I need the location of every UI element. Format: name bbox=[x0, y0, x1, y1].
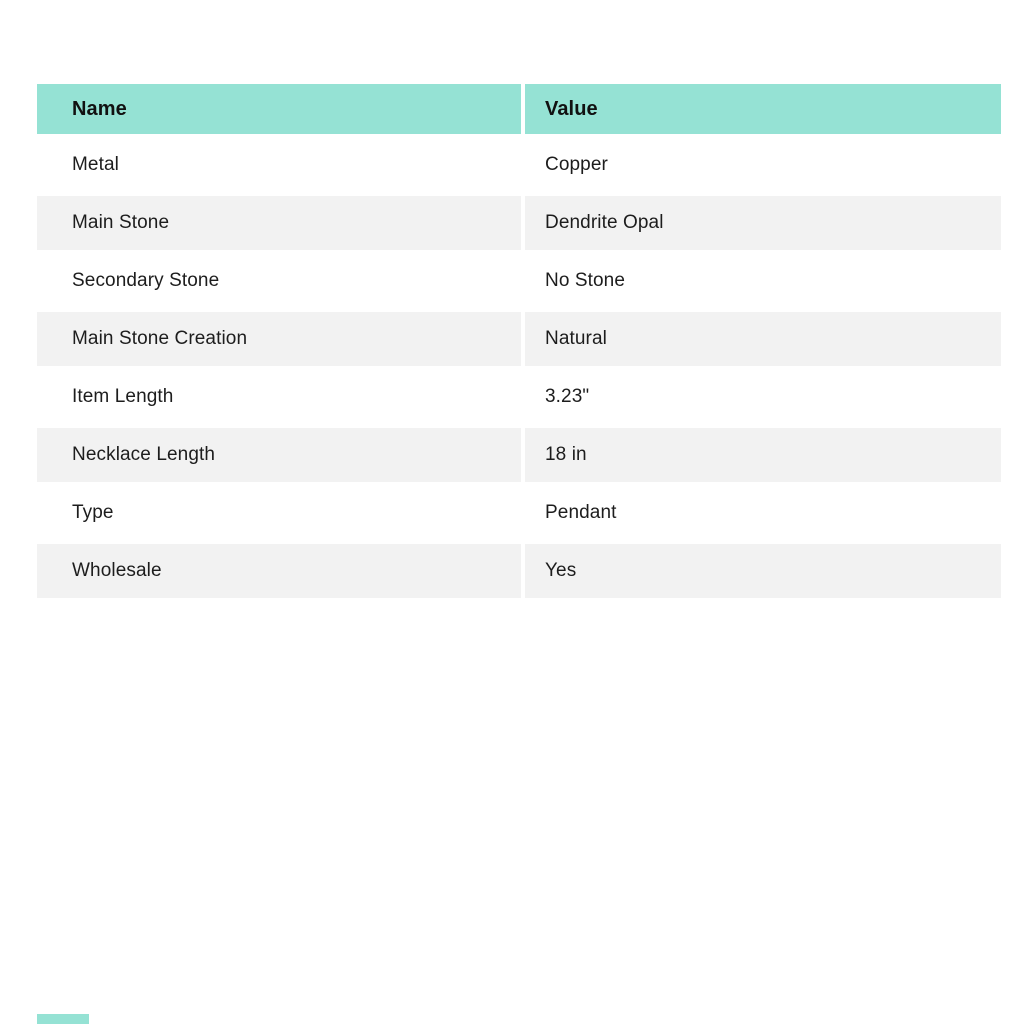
table-header-row bbox=[37, 84, 1001, 134]
row-value-cell: Dendrite Opal bbox=[525, 196, 1001, 250]
attributes-table bbox=[37, 84, 1001, 598]
table-row bbox=[37, 486, 1001, 540]
table-row bbox=[37, 312, 1001, 366]
table-row bbox=[37, 370, 1001, 424]
row-name-cell: Metal bbox=[37, 138, 521, 192]
row-value-cell: No Stone bbox=[525, 254, 1001, 308]
row-name-cell: Item Length bbox=[37, 370, 521, 424]
row-name-cell: Main Stone bbox=[37, 196, 521, 250]
partial-next-table-header bbox=[37, 1014, 89, 1024]
row-value-cell: Pendant bbox=[525, 486, 1001, 540]
table-row bbox=[37, 254, 1001, 308]
row-name-cell: Necklace Length bbox=[37, 428, 521, 482]
column-header-value: Value bbox=[525, 84, 1001, 134]
table-row bbox=[37, 196, 1001, 250]
row-name-cell: Main Stone Creation bbox=[37, 312, 521, 366]
row-name-cell: Type bbox=[37, 486, 521, 540]
table-row bbox=[37, 138, 1001, 192]
row-name-cell: Secondary Stone bbox=[37, 254, 521, 308]
table-row bbox=[37, 544, 1001, 598]
row-value-cell: Copper bbox=[525, 138, 1001, 192]
row-value-cell: Natural bbox=[525, 312, 1001, 366]
row-name-cell: Wholesale bbox=[37, 544, 521, 598]
table-row bbox=[37, 428, 1001, 482]
table-body bbox=[37, 138, 1001, 598]
row-value-cell: 18 in bbox=[525, 428, 1001, 482]
row-value-cell: Yes bbox=[525, 544, 1001, 598]
column-header-name: Name bbox=[37, 84, 521, 134]
row-value-cell: 3.23" bbox=[525, 370, 1001, 424]
